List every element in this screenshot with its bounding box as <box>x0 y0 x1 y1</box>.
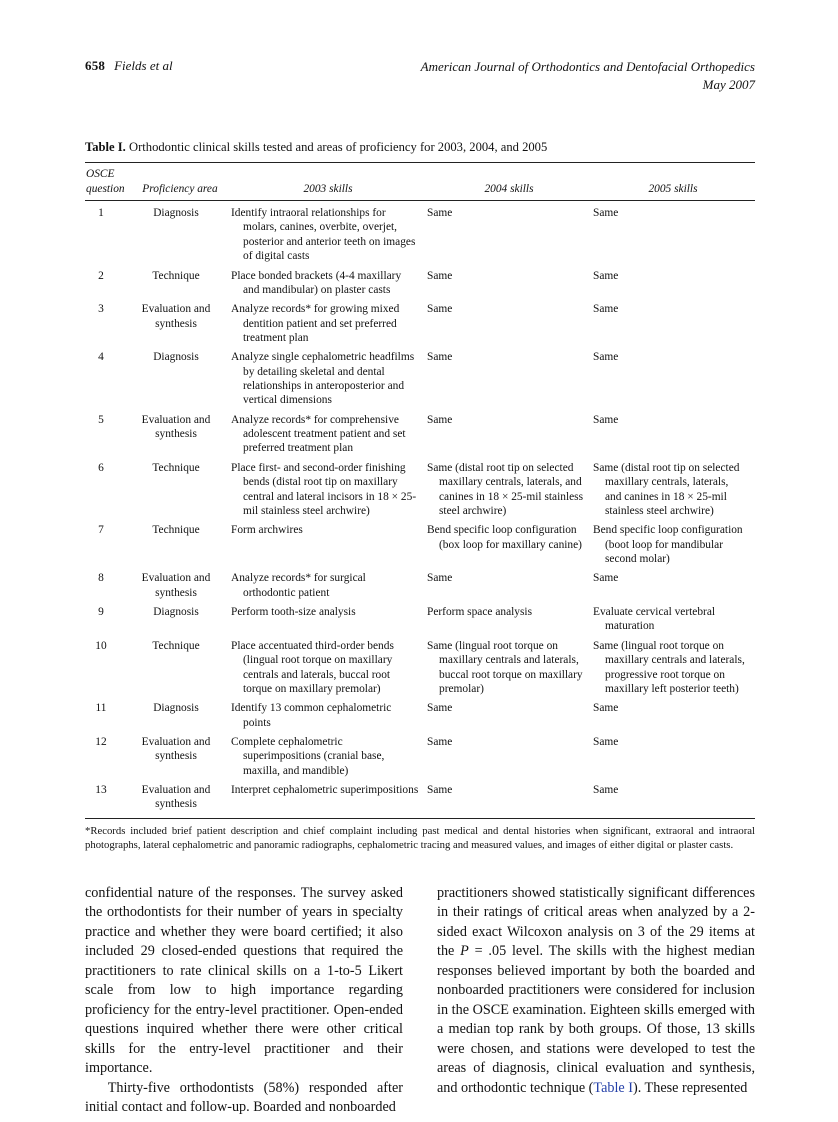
table-row <box>85 201 755 266</box>
paragraph <box>437 884 755 1098</box>
table-row <box>85 300 755 348</box>
question-cell: 7 <box>98 524 104 537</box>
column-header-2003-skills: 2003 skills <box>231 163 427 201</box>
skills-2003-cell: Place bonded brackets (4-4 maxillary and mandibular) on plaster casts <box>231 269 402 296</box>
issue-date: May 2007 <box>702 77 755 93</box>
area-cell: Diagnosis <box>153 606 199 619</box>
area-cell: Technique <box>152 461 200 474</box>
area-cell: Diagnosis <box>153 207 199 220</box>
table-caption-label: Table I. <box>85 140 126 155</box>
skills-2003-cell: Identify intraoral relationships for molars, canines, overbite, overjet, posterior and anterior teeth on images of digital casts <box>231 207 416 263</box>
area-cell: Technique <box>152 639 200 652</box>
table-row <box>85 410 755 458</box>
area-cell: Evaluation and synthesis <box>141 572 211 599</box>
column-header-2004-skills: 2004 skills <box>427 163 593 201</box>
question-cell: 3 <box>98 303 104 316</box>
table-row <box>85 458 755 520</box>
skills-table-body <box>85 201 755 819</box>
table-row <box>85 521 755 569</box>
paragraph-text: practitioners showed statistically significant differences in their ratings of critical areas when analyzed by a 2-sided exact Wilcoxon analysis on 3 of the 29 items at the <box>437 885 755 960</box>
skills-2004-cell: Same <box>427 207 453 220</box>
skills-2005-cell: Same <box>593 735 619 748</box>
skills-2003-cell: Analyze records* for comprehensive adolescent treatment patient and set preferred treatment plan <box>231 413 406 455</box>
header-row <box>85 163 755 201</box>
area-cell: Diagnosis <box>153 702 199 715</box>
skills-2005-cell: Same <box>593 269 619 282</box>
skills-2004-cell: Same <box>427 572 453 585</box>
table-ref-link[interactable]: Table I <box>593 1079 633 1096</box>
skills-2005-cell: Evaluate cervical vertebral maturation <box>593 606 716 633</box>
skills-2005-cell: Same <box>593 207 619 220</box>
skills-2003-cell: Complete cephalometric superimpositions (cranial base, maxilla, and mandible) <box>231 735 385 777</box>
skills-2003-cell: Analyze records* for surgical orthodontic patient <box>231 572 366 599</box>
skills-2004-cell: Same (distal root tip on selected maxillary centrals, laterals, and canines in 18 × 25-mil stainless steel archwire) <box>427 461 584 517</box>
running-head-left <box>85 58 173 74</box>
skills-2004-cell: Same <box>427 413 453 426</box>
table-caption-text: Orthodontic clinical skills tested and areas of proficiency for 2003, 2004, and 2005 <box>129 140 548 155</box>
body-left-column <box>85 884 403 1117</box>
article-body <box>85 884 755 1117</box>
question-cell: 2 <box>98 269 104 282</box>
table-row <box>85 603 755 637</box>
skills-2005-cell: Same (distal root tip on selected maxillary centrals, laterals, and canines in 18 × 25-mil stainless steel archwire) <box>593 461 740 517</box>
question-cell: 12 <box>95 735 107 748</box>
skills-2004-cell: Same <box>427 351 453 364</box>
skills-2004-cell: Same <box>427 269 453 282</box>
skills-2004-cell: Same <box>427 784 453 797</box>
table-row <box>85 266 755 300</box>
page-header <box>85 58 755 94</box>
table-row <box>85 636 755 698</box>
p-value-symbol: P <box>460 943 469 960</box>
page-number: 658 <box>85 58 106 73</box>
paragraph-text: = .05 level. The skills with the highest median responses believed important by both the boarded and nonboarded practitioners were considered for inclusion in the OSCE examination. Eighteen skills emerged with a median top rank by both groups. Of those, 13 skills were chosen, and stations were developed to test the areas of diagnosis, clinical evaluation and synthesis, and orthodontic technique ( <box>437 943 755 1096</box>
skills-2004-cell: Same <box>427 735 453 748</box>
skills-2003-cell: Analyze single cephalometric headfilms by detailing skeletal and dental relationships in anteroposterior and vertical dimensions <box>231 351 415 407</box>
skills-2005-cell: Same <box>593 784 619 797</box>
question-cell: 5 <box>98 413 104 426</box>
area-cell: Diagnosis <box>153 351 199 364</box>
skills-table-header <box>85 163 755 201</box>
journal-title: American Journal of Orthodontics and Dentofacial Orthopedics <box>420 59 755 74</box>
body-right-column <box>437 884 755 1117</box>
area-cell: Evaluation and synthesis <box>141 784 211 811</box>
column-header-proficiency-area: Proficiency area <box>131 163 231 201</box>
paragraph: Thirty-five orthodontists (58%) responded after initial contact and follow-up. Boarded and nonboarded <box>85 1079 403 1115</box>
skills-2003-cell: Place accentuated third-order bends (lingual root torque on maxillary centrals and laterals, buccal root torque on maxillary premolar) <box>231 639 394 695</box>
skills-2004-cell: Perform space analysis <box>427 606 533 619</box>
skills-2003-cell: Place first- and second-order finishing bends (distal root tip on maxillary central and lateral incisors in 18 × 25-mil stainless steel archwire) <box>231 461 417 517</box>
column-header-2005-skills: 2005 skills <box>593 163 755 201</box>
skills-2003-cell: Analyze records* for growing mixed dentition patient and set preferred treatment plan <box>231 303 400 344</box>
table-row <box>85 781 755 819</box>
question-cell: 6 <box>98 461 104 474</box>
skills-2005-cell: Bend specific loop configuration (boot loop for mandibular second molar) <box>593 524 743 565</box>
skills-2005-cell: Same <box>593 351 619 364</box>
table-footnote: *Records included brief patient description and chief complaint including past medical and dental histories when significant, extraoral and intraoral photographs, lateral cephalometric and panoramic radiographs, cephalometric tracing and measured values, and images of either digital or plaster casts. <box>85 824 755 851</box>
question-cell: 10 <box>95 639 107 652</box>
skills-2005-cell: Same <box>593 303 619 316</box>
paragraph-text: ). These represented <box>633 1079 748 1096</box>
table-1-block <box>85 140 755 852</box>
table-row <box>85 569 755 603</box>
skills-2003-cell: Identify 13 common cephalometric points <box>231 702 392 729</box>
table-row <box>85 699 755 733</box>
skills-2003-cell: Interpret cephalometric superimpositions <box>231 784 419 797</box>
area-cell: Evaluation and synthesis <box>141 735 211 763</box>
skills-2004-cell: Bend specific loop configuration (box loop for maxillary canine) <box>427 524 582 551</box>
area-cell: Technique <box>152 524 200 537</box>
skills-2004-cell: Same <box>427 303 453 316</box>
table-caption <box>85 140 755 155</box>
area-cell: Technique <box>152 269 200 282</box>
running-authors: Fields et al <box>114 58 173 73</box>
skills-2005-cell: Same (lingual root torque on maxillary centrals and laterals, progressive root torque on maxillary left posterior teeth) <box>593 639 745 695</box>
area-cell: Evaluation and synthesis <box>141 303 211 330</box>
area-cell: Evaluation and synthesis <box>141 413 211 441</box>
question-cell: 9 <box>98 606 104 619</box>
skills-2004-cell: Same <box>427 702 453 715</box>
skills-2003-cell: Form archwires <box>231 524 303 537</box>
skills-2004-cell: Same (lingual root torque on maxillary centrals and laterals, buccal root torque on maxillary premolar) <box>427 639 583 695</box>
paragraph: confidential nature of the responses. The survey asked the orthodontists for their number of years in specialty practice and whether they were board certified; it also included 29 closed-ended questions that required the practitioners to rate clinical skills on a 1-to-5 Likert scale from low to high importance regarding proficiency for the entry-level practitioner. Open-ended questions inquired whether there were other critical skills for the entry-level practitioner and their importance. <box>85 885 403 1077</box>
running-head-right <box>421 58 755 94</box>
skills-2003-cell: Perform tooth-size analysis <box>231 606 356 619</box>
table-row <box>85 348 755 410</box>
question-cell: 8 <box>98 572 104 585</box>
skills-2005-cell: Same <box>593 572 619 585</box>
question-cell: 13 <box>95 784 107 797</box>
question-cell: 1 <box>98 207 104 220</box>
table-row <box>85 732 755 780</box>
column-header-osce-question: OSCE question <box>85 163 131 201</box>
skills-2005-cell: Same <box>593 413 619 426</box>
skills-2005-cell: Same <box>593 702 619 715</box>
question-cell: 4 <box>98 351 104 364</box>
question-cell: 11 <box>95 702 107 715</box>
skills-table <box>85 162 755 818</box>
